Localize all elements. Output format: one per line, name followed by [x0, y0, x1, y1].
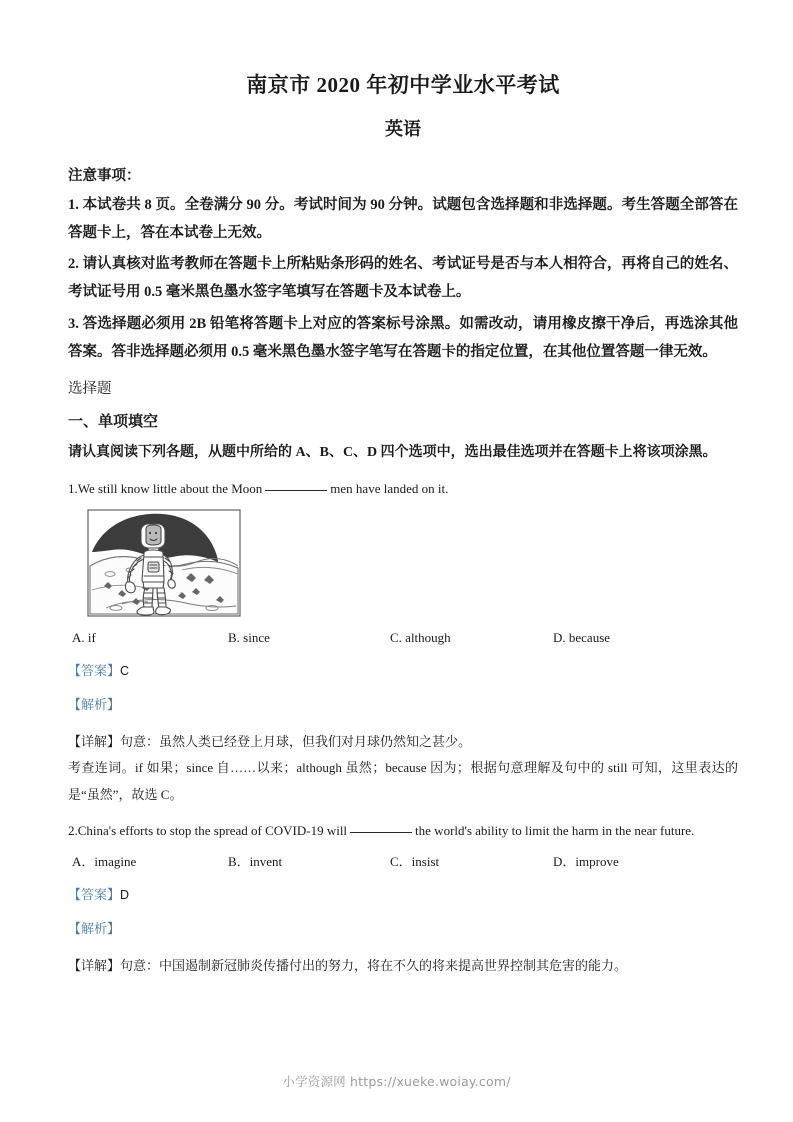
section-directions: 请认真阅读下列各题，从题中所给的 A、B、C、D 四个选项中，选出最佳选项并在答题卡上将该项涂黑。: [68, 445, 717, 461]
option-2-c[interactable]: C．insist: [390, 854, 440, 870]
question-1-stem-after: men have landed on it.: [330, 480, 449, 496]
question-2-stem-before: China's efforts to stop the spread of COVID-19 will: [77, 822, 348, 838]
question-1-detail-line-1: [68, 729, 738, 756]
question-2-detail-text-1: 句意：中国遏制新冠肺炎传播付出的努力，将在不久的将来提高世界控制其危害的能力。: [120, 957, 628, 973]
part-label: 选择题: [68, 381, 112, 398]
question-1-detail-text-1: 句意：虽然人类已经登上月球，但我们对月球仍然知之甚少。: [120, 733, 472, 749]
question-2-answer-value: D: [120, 888, 130, 903]
option-1-d[interactable]: D. because: [553, 630, 611, 646]
subject-title: 英语: [385, 118, 421, 139]
question-1-answer-value: C: [120, 664, 130, 679]
notice-item-3: 3. 答选择题必须用 2B 铅笔将答题卡上对应的答案标号涂黑。如需改动，请用橡皮擦干净后，再选涂其他答案。答非选择题必须用 0.5 毫米黑色墨水签字笔写在答题卡的指定位置，在其他位置答题一律无效。: [68, 315, 738, 361]
page-title: 南京市 2020 年初中学业水平考试: [246, 73, 560, 97]
question-1-stem-before: We still know little about the Moon: [77, 480, 263, 496]
question-2-stem-after: the world's ability to limit the harm in the near future.: [415, 822, 695, 838]
option-2-d[interactable]: D．improve: [553, 854, 619, 870]
question-block-2: [68, 817, 738, 980]
option-1-c[interactable]: C. although: [390, 630, 451, 646]
answer-tag: 【答案】: [68, 887, 121, 903]
section-heading: 一、单项填空: [68, 413, 159, 430]
question-1-options: [68, 628, 738, 648]
question-1-detail-line-2: 考查连词。if 如果；since 自……以来；although 虽然；because 因为；根据句意理解及句中的 still 可知，这里表达的是“虽然”，故选 C。: [68, 760, 738, 803]
analysis-tag: 【解析】: [68, 920, 121, 936]
question-1-stem: [68, 475, 738, 502]
answer-blank: [350, 832, 412, 833]
site-watermark: 小学资源网 https://xueke.woiay.com/: [282, 1074, 511, 1089]
option-2-b[interactable]: B．invent: [228, 854, 283, 870]
notice-item-2: 2. 请认真核对监考教师在答题卡上所粘贴条形码的姓名、考试证号是否与本人相符合，再将自己的姓名、考试证号用 0.5 毫米黑色墨水签字笔填写在答题卡及本试卷上。: [68, 256, 738, 301]
detail-tag: 【详解】: [68, 957, 121, 973]
question-1-number: 1.: [68, 480, 78, 496]
question-1-analysis-line: [68, 695, 738, 716]
question-2-detail-line-1: [68, 953, 738, 980]
astronaut-on-moon-illustration: [86, 508, 244, 620]
analysis-tag: 【解析】: [68, 697, 121, 713]
option-1-b[interactable]: B. since: [228, 630, 270, 646]
question-2-stem: [68, 817, 738, 844]
question-1-answer-line: [68, 661, 738, 682]
option-1-a[interactable]: A. if: [72, 630, 96, 646]
question-block-1: [68, 475, 738, 809]
option-2-a[interactable]: A．imagine: [72, 854, 137, 870]
answer-blank: [265, 490, 327, 491]
question-2-options: [68, 852, 738, 872]
notice-item-1: 1. 本试卷共 8 页。全卷满分 90 分。考试时间为 90 分钟。试题包含选择题和非选择题。考生答题全部答在答题卡上，答在本试卷上无效。: [68, 196, 738, 241]
question-2-number: 2.: [68, 822, 78, 838]
notice-heading: 注意事项：: [68, 167, 141, 184]
detail-tag: 【详解】: [68, 733, 121, 749]
question-2-analysis-line: [68, 919, 738, 940]
answer-tag: 【答案】: [68, 663, 121, 679]
question-2-answer-line: [68, 885, 738, 906]
